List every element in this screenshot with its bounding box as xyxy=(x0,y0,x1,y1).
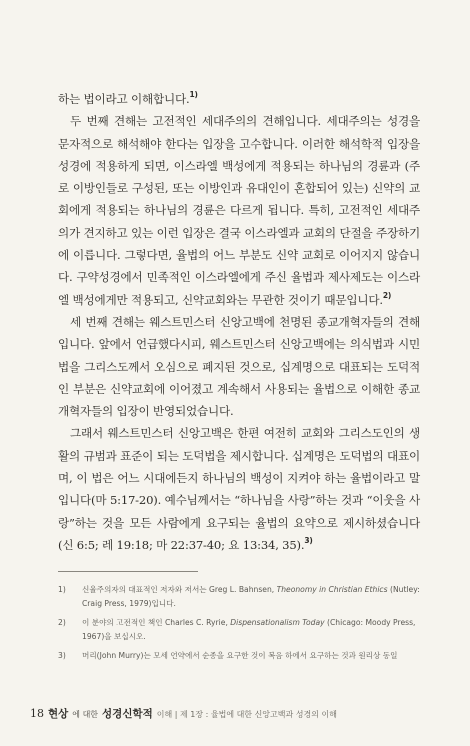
book-title-part1: 현상 xyxy=(48,708,69,720)
page-footer xyxy=(30,706,450,721)
main-text xyxy=(58,88,420,556)
footnote-number: 3) xyxy=(58,651,66,660)
footnote-1 xyxy=(58,583,420,611)
book-title: Theonomy in Christian Ethics xyxy=(276,585,388,594)
footnote-text: 이 분야의 고전적인 책인 Charles C. Ryrie, Dispensationalism Today (Chicago: Moody Press, 1967)을 보십시오. xyxy=(82,618,416,641)
footnote-ref[interactable]: 3) xyxy=(304,535,313,545)
chapter-info: 이해 | 제 1장 : 율법에 대한 신앙고백과 성경의 이해 xyxy=(156,710,337,719)
paragraph-4 xyxy=(58,422,420,556)
paragraph-2 xyxy=(58,110,420,311)
footnote-3 xyxy=(58,649,420,663)
footnote-divider xyxy=(58,571,198,572)
footnote-text: 신율주의자의 대표적인 저자와 저서는 Greg L. Bahnsen, Theonomy in Christian Ethics (Nutley: Craig Press, 1979)입니다. xyxy=(82,585,420,608)
paragraph-3 xyxy=(58,311,420,422)
book-title: Dispensationalism Today xyxy=(230,618,325,627)
footnote-text: 머리(John Murry)는 모세 언약에서 순종을 요구한 것이 복음 하에서 요구하는 것과 원리상 동일 xyxy=(82,651,398,660)
paragraph-text: 두 번째 견해는 고전적인 세대주의의 견해입니다. 세대주의는 성경을 문자적으로 해석해야 한다는 입장을 고수합니다. 이러한 해석학적 입장을 성경에 적용하게 되면, 이스라엘 백성에게 적용되는 하나님의 경륜과 (주로 이방인들로 구성된, 또는 이방인과 유대인이 혼합되어 있는) 신약의 교회에게 적용되는 하나님의 경륜은 다르게 됩니다. 특히, 고전적인 세대주의가 견지하고 있는 이런 입장은 결국 이스라엘과 교회의 단절을 주장하기에 이릅니다. 그렇다면, 율법의 어느 부분도 신약 교회로 이어지지 않습니다. 구약성경에서 민족적인 이스라엘에게 주신 율법과 제사제도는 이스라엘 백성에게만 적용되고, 신약교회와는 무관한 것이기 때문입니다. xyxy=(58,114,420,307)
book-title-part2: 성경신학적 xyxy=(102,708,153,720)
footnote-ref[interactable]: 2) xyxy=(382,290,392,300)
paragraph-text: 하는 법이라고 이해합니다. xyxy=(58,92,190,106)
footnote-number: 1) xyxy=(58,585,66,594)
footnote-number: 2) xyxy=(58,618,66,627)
paragraph-1 xyxy=(58,88,420,110)
footnote-ref[interactable]: 1) xyxy=(189,90,198,99)
paragraph-text: 세 번째 견해는 웨스트민스터 신앙고백에 천명된 종교개혁자들의 견해입니다. 앞에서 언급했다시피, 웨스트민스터 신앙고백에는 의식법과 시민법을 그리스도께서 오심으로 폐지된 것으로, 십계명으로 대표되는 도덕적인 부분은 신약교회에 이어졌고 계속해서 사용되는 율법으로 이해한 종교개혁자들의 입장이 반영되었습니다. xyxy=(58,314,420,419)
page-number: 18 xyxy=(30,707,44,720)
footnote-2 xyxy=(58,616,420,644)
footnotes xyxy=(58,583,420,668)
paragraph-text: 그래서 웨스트민스터 신앙고백은 한편 여전히 교회와 그리스도인의 생활의 규범과 표준이 되는 도덕법을 제시합니다. 십계명은 도덕법의 대표이며, 이 법은 어느 시대에든지 하나님의 백성이 지켜야 하는 율법이라고 말입니다(마 5:17-20). 예수님께서는 “하나님을 사랑”하는 것과 “이웃을 사랑”하는 것을 모든 사람에게 요구되는 율법의 요약으로 제시하셨습니다(신 6:5; 레 19:18; 마 22:37-40; 요 13:34, 35). xyxy=(58,426,420,552)
book-title-mid: 에 대한 xyxy=(72,710,99,719)
